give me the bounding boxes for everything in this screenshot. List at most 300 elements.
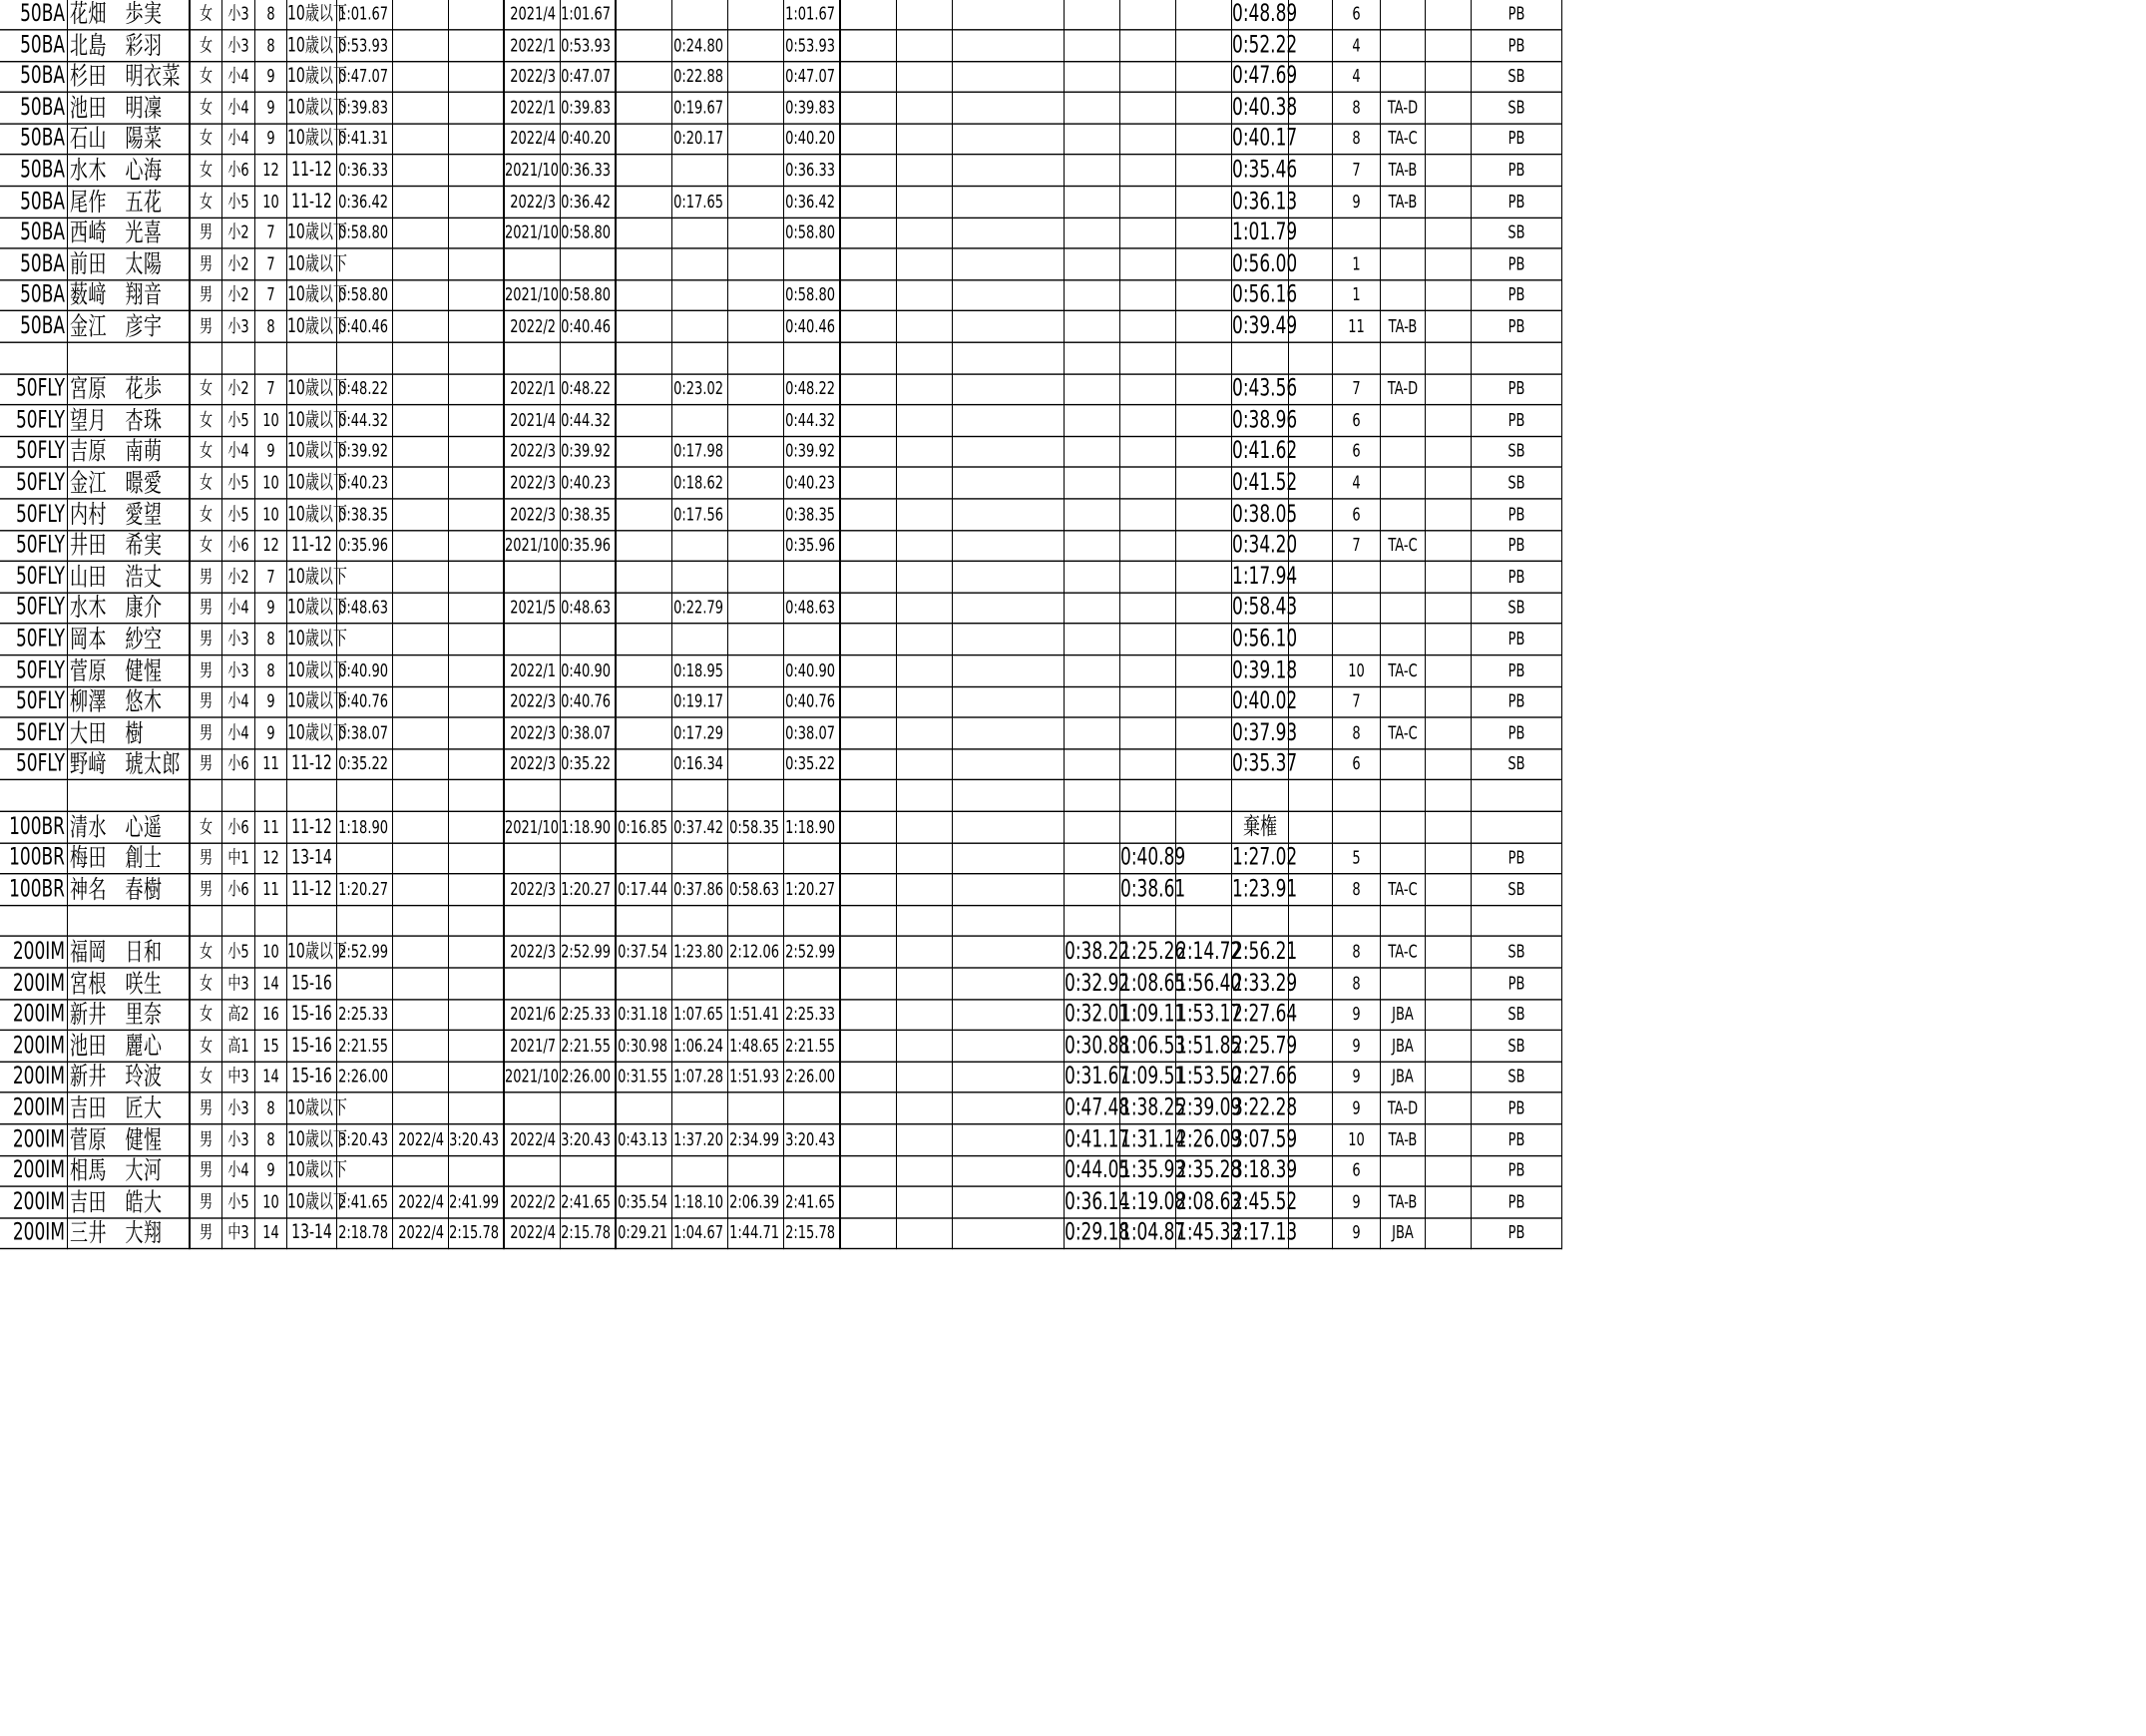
age-group-cell[interactable]: 10歳以下	[287, 311, 337, 343]
entry-time-cell[interactable]: 0:48.63	[337, 593, 393, 625]
age-cell[interactable]: 8	[255, 1124, 287, 1156]
blank-col-3[interactable]	[953, 0, 1065, 31]
standard-cell[interactable]	[1381, 780, 1426, 812]
result-tag-cell[interactable]: PB	[1472, 249, 1562, 281]
best-date-cell[interactable]: 2022/3	[505, 500, 561, 532]
swimmer-name-cell[interactable]: 杉田 明衣菜	[68, 61, 191, 93]
race-split-50-cell[interactable]	[1065, 593, 1120, 625]
race-split-150-cell[interactable]	[1176, 405, 1232, 437]
blank-col-2[interactable]	[897, 843, 953, 875]
race-final-cell[interactable]: 0:39.18	[1232, 655, 1289, 687]
gender-cell[interactable]: 男	[191, 249, 222, 281]
best-split-150-cell[interactable]	[728, 1092, 784, 1124]
blank-col-2[interactable]	[897, 530, 953, 562]
blank-col-5[interactable]	[1426, 1092, 1472, 1124]
blank-col-3[interactable]	[953, 217, 1065, 249]
blank-col-5[interactable]	[1426, 1187, 1472, 1219]
best-split-150-cell[interactable]: 2:34.99	[728, 1124, 784, 1156]
entry-time-cell[interactable]: 1:01.67	[337, 0, 393, 31]
best-split-150-cell[interactable]	[728, 780, 784, 812]
best-final-cell[interactable]: 1:18.90	[784, 812, 841, 844]
standard-cell[interactable]	[1381, 500, 1426, 532]
blank-col-3[interactable]	[953, 1031, 1065, 1063]
blank-col-5[interactable]	[1426, 718, 1472, 750]
race-split-150-cell[interactable]	[1176, 311, 1232, 343]
standard-cell[interactable]	[1381, 686, 1426, 718]
record-date-cell[interactable]	[393, 31, 449, 63]
swimmer-name-cell[interactable]: 新井 里奈	[68, 999, 191, 1031]
best-date-cell[interactable]	[505, 562, 561, 594]
best-split-100-cell[interactable]: 0:19.67	[672, 93, 728, 125]
best-split-100-cell[interactable]: 0:17.98	[672, 436, 728, 468]
race-split-100-cell[interactable]	[1120, 655, 1176, 687]
blank-col-5[interactable]	[1426, 1155, 1472, 1187]
best-date-cell[interactable]: 2021/10	[505, 279, 561, 311]
race-split-150-cell[interactable]	[1176, 812, 1232, 844]
race-split-100-cell[interactable]: 1:09.11	[1120, 999, 1176, 1031]
race-split-50-cell[interactable]	[1065, 500, 1120, 532]
best-date-cell[interactable]	[505, 624, 561, 655]
race-split-100-cell[interactable]: 1:08.65	[1120, 969, 1176, 1001]
race-final-cell[interactable]: 2:17.13	[1232, 1217, 1289, 1249]
blank-col-4[interactable]	[1289, 187, 1333, 218]
best-split-150-cell[interactable]: 1:51.93	[728, 1062, 784, 1093]
blank-col-1[interactable]	[841, 1155, 897, 1187]
blank-col-1[interactable]	[841, 405, 897, 437]
blank-col-5[interactable]	[1426, 343, 1472, 375]
race-split-50-cell[interactable]	[1065, 405, 1120, 437]
standard-cell[interactable]	[1381, 31, 1426, 63]
best-split-150-cell[interactable]	[728, 1155, 784, 1187]
event-cell[interactable]: 50BA	[0, 311, 68, 343]
race-final-cell[interactable]: 0:52.22	[1232, 31, 1289, 63]
standard-cell[interactable]: JBA	[1381, 1217, 1426, 1249]
grade-cell[interactable]: 小5	[222, 937, 255, 969]
blank-col-5[interactable]	[1426, 249, 1472, 281]
grade-cell[interactable]: 小4	[222, 436, 255, 468]
age-group-cell[interactable]: 11-12	[287, 874, 337, 906]
race-split-50-cell[interactable]	[1065, 343, 1120, 375]
swimmer-name-cell[interactable]: 金江 彦宇	[68, 311, 191, 343]
standard-cell[interactable]	[1381, 1155, 1426, 1187]
best-split-100-cell[interactable]: 0:24.80	[672, 31, 728, 63]
best-final-cell[interactable]: 0:36.33	[784, 155, 841, 187]
age-group-cell[interactable]: 10歳以下	[287, 937, 337, 969]
blank-col-5[interactable]	[1426, 748, 1472, 780]
best-time-cell[interactable]: 0:40.90	[561, 655, 617, 687]
best-date-cell[interactable]	[505, 249, 561, 281]
swimmer-name-cell[interactable]: 池田 麗心	[68, 1031, 191, 1063]
best-date-cell[interactable]: 2021/10	[505, 155, 561, 187]
best-split-150-cell[interactable]	[728, 373, 784, 405]
age-cell[interactable]: 11	[255, 748, 287, 780]
age-cell[interactable]: 7	[255, 279, 287, 311]
age-group-cell[interactable]: 10歳以下	[287, 93, 337, 125]
best-split-100-cell[interactable]: 0:37.86	[672, 874, 728, 906]
best-final-cell[interactable]: 2:25.33	[784, 999, 841, 1031]
entry-time-cell[interactable]: 0:35.96	[337, 530, 393, 562]
record-time-cell[interactable]	[449, 1062, 505, 1093]
race-split-150-cell[interactable]	[1176, 905, 1232, 937]
entry-time-cell[interactable]: 0:40.76	[337, 686, 393, 718]
age-group-cell[interactable]: 10歳以下	[287, 61, 337, 93]
best-final-cell[interactable]	[784, 1155, 841, 1187]
rank-cell[interactable]: 10	[1333, 1124, 1381, 1156]
rank-cell[interactable]	[1333, 593, 1381, 625]
standard-cell[interactable]: TA-C	[1381, 874, 1426, 906]
event-cell[interactable]: 50FLY	[0, 686, 68, 718]
grade-cell[interactable]: 小5	[222, 1187, 255, 1219]
age-cell[interactable]: 7	[255, 373, 287, 405]
grade-cell[interactable]: 小3	[222, 655, 255, 687]
swimmer-name-cell[interactable]: 薮﨑 翔音	[68, 279, 191, 311]
blank-col-5[interactable]	[1426, 311, 1472, 343]
blank-col-4[interactable]	[1289, 468, 1333, 500]
age-cell[interactable]: 9	[255, 93, 287, 125]
gender-cell[interactable]: 女	[191, 31, 222, 63]
blank-col-2[interactable]	[897, 123, 953, 155]
blank-col-5[interactable]	[1426, 1062, 1472, 1093]
record-date-cell[interactable]	[393, 1155, 449, 1187]
age-cell[interactable]	[255, 905, 287, 937]
race-final-cell[interactable]: 棄権	[1232, 812, 1289, 844]
race-split-150-cell[interactable]	[1176, 279, 1232, 311]
event-cell[interactable]	[0, 780, 68, 812]
best-time-cell[interactable]: 3:20.43	[561, 1124, 617, 1156]
blank-col-1[interactable]	[841, 500, 897, 532]
entry-time-cell[interactable]: 0:40.90	[337, 655, 393, 687]
gender-cell[interactable]: 女	[191, 530, 222, 562]
blank-col-3[interactable]	[953, 843, 1065, 875]
blank-col-2[interactable]	[897, 31, 953, 63]
swimmer-name-cell[interactable]: 菅原 健惺	[68, 1124, 191, 1156]
gender-cell[interactable]: 女	[191, 812, 222, 844]
grade-cell[interactable]: 小2	[222, 562, 255, 594]
swimmer-name-cell[interactable]: 宮根 咲生	[68, 969, 191, 1001]
gender-cell[interactable]: 男	[191, 1092, 222, 1124]
race-split-100-cell[interactable]	[1120, 123, 1176, 155]
standard-cell[interactable]: TA-C	[1381, 937, 1426, 969]
best-final-cell[interactable]: 0:39.92	[784, 436, 841, 468]
best-final-cell[interactable]: 2:52.99	[784, 937, 841, 969]
age-cell[interactable]	[255, 780, 287, 812]
age-cell[interactable]: 10	[255, 1187, 287, 1219]
race-split-100-cell[interactable]: 1:06.53	[1120, 1031, 1176, 1063]
age-cell[interactable]	[255, 343, 287, 375]
best-split-150-cell[interactable]: 1:48.65	[728, 1031, 784, 1063]
best-time-cell[interactable]: 1:18.90	[561, 812, 617, 844]
event-cell[interactable]: 200IM	[0, 1092, 68, 1124]
best-time-cell[interactable]	[561, 343, 617, 375]
best-split-50-cell[interactable]: 0:16.85	[617, 812, 672, 844]
best-split-100-cell[interactable]	[672, 0, 728, 31]
best-split-100-cell[interactable]	[672, 249, 728, 281]
race-split-50-cell[interactable]: 0:31.67	[1065, 1062, 1120, 1093]
result-tag-cell[interactable]: PB	[1472, 500, 1562, 532]
race-split-150-cell[interactable]	[1176, 373, 1232, 405]
race-split-100-cell[interactable]	[1120, 0, 1176, 31]
best-final-cell[interactable]: 0:40.90	[784, 655, 841, 687]
race-split-50-cell[interactable]: 0:44.05	[1065, 1155, 1120, 1187]
swimmer-name-cell[interactable]: 吉田 皓大	[68, 1187, 191, 1219]
swimmer-name-cell[interactable]: 水木 康介	[68, 593, 191, 625]
grade-cell[interactable]: 小6	[222, 530, 255, 562]
standard-cell[interactable]	[1381, 562, 1426, 594]
blank-col-5[interactable]	[1426, 0, 1472, 31]
race-final-cell[interactable]: 0:38.05	[1232, 500, 1289, 532]
blank-col-1[interactable]	[841, 343, 897, 375]
race-final-cell[interactable]: 0:41.52	[1232, 468, 1289, 500]
race-split-100-cell[interactable]: 0:38.61	[1120, 874, 1176, 906]
rank-cell[interactable]: 8	[1333, 718, 1381, 750]
best-date-cell[interactable]: 2021/10	[505, 812, 561, 844]
race-split-150-cell[interactable]: 1:56.40	[1176, 969, 1232, 1001]
race-split-150-cell[interactable]: 1:53.50	[1176, 1062, 1232, 1093]
record-time-cell[interactable]	[449, 562, 505, 594]
race-split-100-cell[interactable]	[1120, 187, 1176, 218]
best-date-cell[interactable]: 2022/1	[505, 31, 561, 63]
blank-col-5[interactable]	[1426, 61, 1472, 93]
blank-col-5[interactable]	[1426, 187, 1472, 218]
grade-cell[interactable]: 小4	[222, 718, 255, 750]
blank-col-4[interactable]	[1289, 217, 1333, 249]
grade-cell[interactable]: 小4	[222, 1155, 255, 1187]
best-split-150-cell[interactable]	[728, 405, 784, 437]
blank-col-4[interactable]	[1289, 249, 1333, 281]
best-final-cell[interactable]: 0:40.23	[784, 468, 841, 500]
race-split-50-cell[interactable]	[1065, 843, 1120, 875]
rank-cell[interactable]: 1	[1333, 249, 1381, 281]
best-final-cell[interactable]: 0:47.07	[784, 61, 841, 93]
age-group-cell[interactable]: 10歳以下	[287, 655, 337, 687]
grade-cell[interactable]: 小4	[222, 93, 255, 125]
age-group-cell[interactable]: 10歳以下	[287, 0, 337, 31]
blank-col-2[interactable]	[897, 436, 953, 468]
gender-cell[interactable]: 男	[191, 655, 222, 687]
race-split-150-cell[interactable]	[1176, 93, 1232, 125]
record-date-cell[interactable]	[393, 686, 449, 718]
record-time-cell[interactable]	[449, 61, 505, 93]
record-date-cell[interactable]	[393, 593, 449, 625]
record-date-cell[interactable]	[393, 405, 449, 437]
record-time-cell[interactable]	[449, 155, 505, 187]
record-date-cell[interactable]: 2022/4	[393, 1124, 449, 1156]
rank-cell[interactable]: 7	[1333, 373, 1381, 405]
blank-col-4[interactable]	[1289, 311, 1333, 343]
best-date-cell[interactable]: 2021/4	[505, 405, 561, 437]
entry-time-cell[interactable]: 2:26.00	[337, 1062, 393, 1093]
best-time-cell[interactable]: 0:38.35	[561, 500, 617, 532]
best-date-cell[interactable]: 2022/3	[505, 61, 561, 93]
best-split-100-cell[interactable]: 1:23.80	[672, 937, 728, 969]
blank-col-2[interactable]	[897, 373, 953, 405]
best-time-cell[interactable]: 0:47.07	[561, 61, 617, 93]
result-tag-cell[interactable]: PB	[1472, 1124, 1562, 1156]
entry-time-cell[interactable]: 0:48.22	[337, 373, 393, 405]
best-final-cell[interactable]	[784, 969, 841, 1001]
age-group-cell[interactable]: 10歳以下	[287, 279, 337, 311]
blank-col-4[interactable]	[1289, 0, 1333, 31]
best-split-100-cell[interactable]: 1:07.65	[672, 999, 728, 1031]
blank-col-4[interactable]	[1289, 780, 1333, 812]
entry-time-cell[interactable]: 2:52.99	[337, 937, 393, 969]
grade-cell[interactable]: 小4	[222, 123, 255, 155]
race-split-50-cell[interactable]	[1065, 530, 1120, 562]
blank-col-1[interactable]	[841, 655, 897, 687]
best-final-cell[interactable]	[784, 624, 841, 655]
blank-col-4[interactable]	[1289, 1062, 1333, 1093]
record-date-cell[interactable]	[393, 1092, 449, 1124]
result-tag-cell[interactable]: PB	[1472, 969, 1562, 1001]
record-time-cell[interactable]	[449, 969, 505, 1001]
race-final-cell[interactable]: 2:25.79	[1232, 1031, 1289, 1063]
blank-col-5[interactable]	[1426, 530, 1472, 562]
record-date-cell[interactable]	[393, 123, 449, 155]
standard-cell[interactable]: TA-D	[1381, 1092, 1426, 1124]
standard-cell[interactable]	[1381, 969, 1426, 1001]
race-split-50-cell[interactable]: 0:32.01	[1065, 999, 1120, 1031]
best-time-cell[interactable]: 0:40.23	[561, 468, 617, 500]
event-cell[interactable]: 50BA	[0, 279, 68, 311]
race-split-150-cell[interactable]	[1176, 530, 1232, 562]
gender-cell[interactable]: 女	[191, 999, 222, 1031]
record-time-cell[interactable]	[449, 93, 505, 125]
blank-col-2[interactable]	[897, 343, 953, 375]
race-split-150-cell[interactable]: 1:51.85	[1176, 1031, 1232, 1063]
best-date-cell[interactable]: 2022/2	[505, 1187, 561, 1219]
blank-col-1[interactable]	[841, 373, 897, 405]
result-tag-cell[interactable]: PB	[1472, 530, 1562, 562]
best-split-50-cell[interactable]	[617, 718, 672, 750]
race-split-100-cell[interactable]	[1120, 217, 1176, 249]
best-split-150-cell[interactable]: 0:58.63	[728, 874, 784, 906]
best-time-cell[interactable]	[561, 624, 617, 655]
blank-col-1[interactable]	[841, 843, 897, 875]
blank-col-4[interactable]	[1289, 624, 1333, 655]
best-time-cell[interactable]: 2:15.78	[561, 1217, 617, 1249]
race-final-cell[interactable]: 0:40.38	[1232, 93, 1289, 125]
age-cell[interactable]: 9	[255, 1155, 287, 1187]
best-split-50-cell[interactable]	[617, 843, 672, 875]
record-time-cell[interactable]	[449, 217, 505, 249]
standard-cell[interactable]	[1381, 905, 1426, 937]
blank-col-1[interactable]	[841, 1124, 897, 1156]
record-date-cell[interactable]	[393, 93, 449, 125]
best-date-cell[interactable]: 2021/7	[505, 1031, 561, 1063]
gender-cell[interactable]: 女	[191, 937, 222, 969]
best-split-50-cell[interactable]	[617, 780, 672, 812]
event-cell[interactable]: 50FLY	[0, 624, 68, 655]
result-tag-cell[interactable]: PB	[1472, 279, 1562, 311]
standard-cell[interactable]	[1381, 61, 1426, 93]
swimmer-name-cell[interactable]: 宮原 花歩	[68, 373, 191, 405]
rank-cell[interactable]: 9	[1333, 1062, 1381, 1093]
rank-cell[interactable]: 6	[1333, 405, 1381, 437]
race-final-cell[interactable]: 0:35.37	[1232, 748, 1289, 780]
age-group-cell[interactable]: 10歳以下	[287, 468, 337, 500]
blank-col-5[interactable]	[1426, 874, 1472, 906]
best-split-100-cell[interactable]	[672, 843, 728, 875]
race-final-cell[interactable]: 3:22.28	[1232, 1092, 1289, 1124]
best-split-150-cell[interactable]	[728, 217, 784, 249]
record-date-cell[interactable]	[393, 1062, 449, 1093]
best-split-100-cell[interactable]	[672, 279, 728, 311]
rank-cell[interactable]: 1	[1333, 279, 1381, 311]
blank-col-2[interactable]	[897, 874, 953, 906]
swimmer-name-cell[interactable]	[68, 343, 191, 375]
best-final-cell[interactable]: 2:21.55	[784, 1031, 841, 1063]
age-cell[interactable]: 9	[255, 718, 287, 750]
grade-cell[interactable]: 小4	[222, 593, 255, 625]
swimmer-name-cell[interactable]: 花畑 歩実	[68, 0, 191, 31]
result-tag-cell[interactable]: PB	[1472, 1155, 1562, 1187]
blank-col-2[interactable]	[897, 217, 953, 249]
best-split-100-cell[interactable]: 0:22.88	[672, 61, 728, 93]
age-cell[interactable]: 11	[255, 812, 287, 844]
best-date-cell[interactable]: 2021/10	[505, 530, 561, 562]
swimmer-name-cell[interactable]: 梅田 創士	[68, 843, 191, 875]
record-time-cell[interactable]	[449, 999, 505, 1031]
blank-col-5[interactable]	[1426, 655, 1472, 687]
blank-col-3[interactable]	[953, 31, 1065, 63]
best-split-100-cell[interactable]	[672, 780, 728, 812]
race-split-50-cell[interactable]: 0:38.22	[1065, 937, 1120, 969]
best-final-cell[interactable]: 0:48.63	[784, 593, 841, 625]
race-final-cell[interactable]: 3:07.59	[1232, 1124, 1289, 1156]
best-split-50-cell[interactable]	[617, 217, 672, 249]
event-cell[interactable]: 50BA	[0, 187, 68, 218]
best-time-cell[interactable]	[561, 969, 617, 1001]
best-split-150-cell[interactable]: 1:44.71	[728, 1217, 784, 1249]
gender-cell[interactable]: 女	[191, 969, 222, 1001]
best-final-cell[interactable]: 0:38.35	[784, 500, 841, 532]
age-group-cell[interactable]: 10歳以下	[287, 31, 337, 63]
record-time-cell[interactable]	[449, 343, 505, 375]
age-cell[interactable]: 9	[255, 61, 287, 93]
swimmer-name-cell[interactable]: 新井 玲波	[68, 1062, 191, 1093]
record-time-cell[interactable]	[449, 249, 505, 281]
rank-cell[interactable]: 4	[1333, 61, 1381, 93]
race-split-50-cell[interactable]	[1065, 436, 1120, 468]
swimmer-name-cell[interactable]: 大田 樹	[68, 718, 191, 750]
record-time-cell[interactable]	[449, 593, 505, 625]
event-cell[interactable]: 50FLY	[0, 500, 68, 532]
race-split-100-cell[interactable]	[1120, 279, 1176, 311]
best-split-150-cell[interactable]	[728, 155, 784, 187]
blank-col-3[interactable]	[953, 748, 1065, 780]
best-time-cell[interactable]	[561, 905, 617, 937]
best-final-cell[interactable]	[784, 249, 841, 281]
blank-col-5[interactable]	[1426, 123, 1472, 155]
race-split-100-cell[interactable]: 1:19.08	[1120, 1187, 1176, 1219]
standard-cell[interactable]	[1381, 468, 1426, 500]
best-time-cell[interactable]: 0:48.22	[561, 373, 617, 405]
age-group-cell[interactable]: 15-16	[287, 969, 337, 1001]
event-cell[interactable]: 50BA	[0, 217, 68, 249]
race-final-cell[interactable]: 0:38.96	[1232, 405, 1289, 437]
blank-col-3[interactable]	[953, 123, 1065, 155]
best-split-100-cell[interactable]	[672, 530, 728, 562]
blank-col-4[interactable]	[1289, 999, 1333, 1031]
best-final-cell[interactable]: 0:58.80	[784, 217, 841, 249]
age-cell[interactable]: 8	[255, 624, 287, 655]
record-time-cell[interactable]	[449, 748, 505, 780]
age-group-cell[interactable]: 13-14	[287, 843, 337, 875]
record-date-cell[interactable]	[393, 530, 449, 562]
event-cell[interactable]: 200IM	[0, 1187, 68, 1219]
best-split-50-cell[interactable]: 0:31.18	[617, 999, 672, 1031]
event-cell[interactable]: 200IM	[0, 937, 68, 969]
